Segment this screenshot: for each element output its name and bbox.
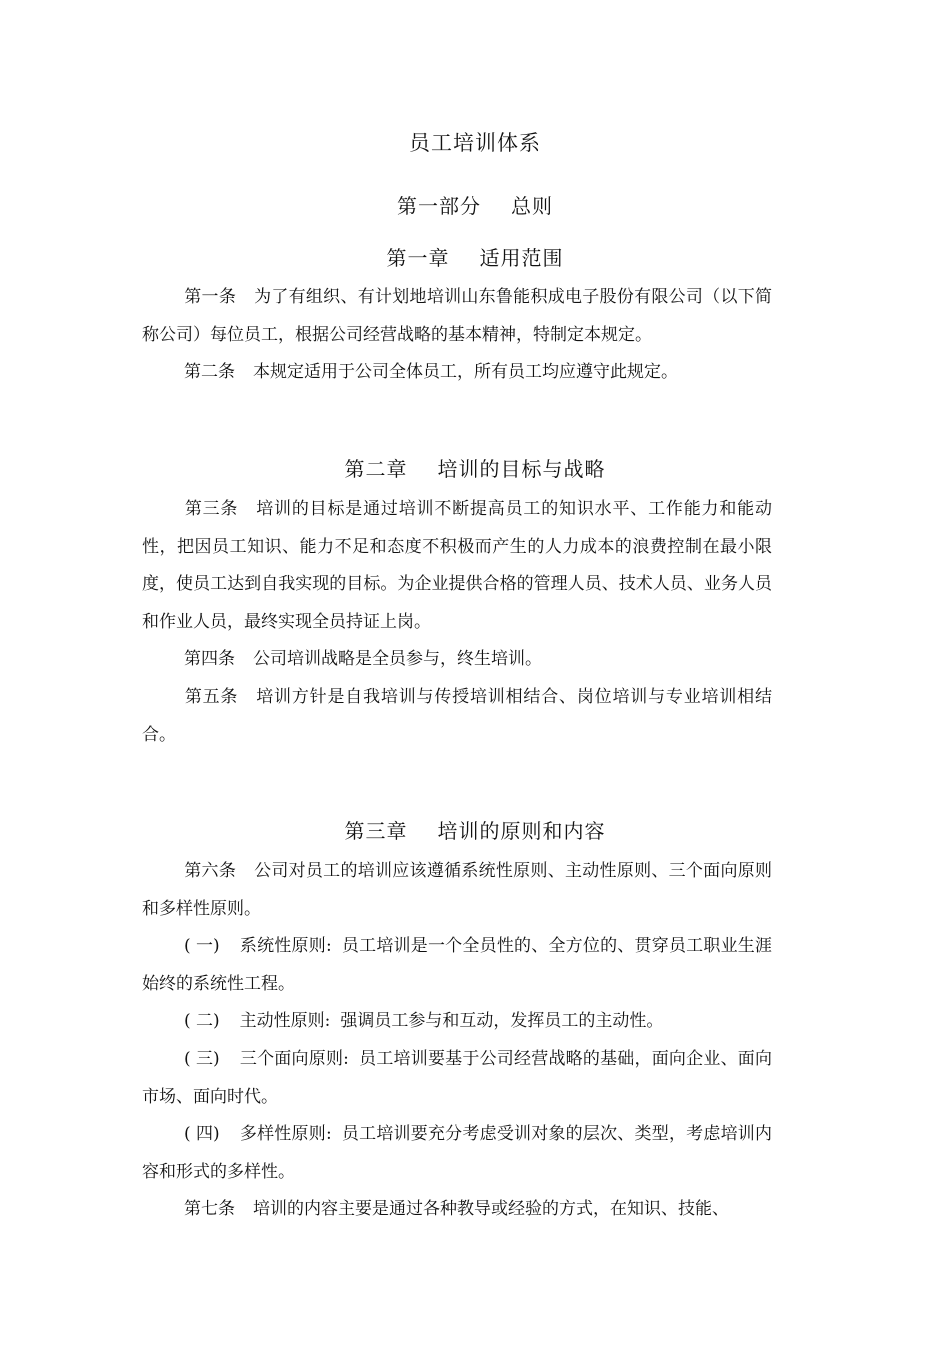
- article-tag: 第四条: [184, 649, 235, 669]
- article-paragraph: [142, 491, 772, 641]
- article-paragraph: [142, 1191, 772, 1229]
- article-text: 培训的目标是通过培训不断提高员工的知识水平、工作能力和能动性，把因员工知识、能力不足和态度不积极而产生的人力成本的浪费控制在最小限度，使员工达到自我实现的目标。为企业提供合格的管理人员、技术人员、业务人员和作业人员，最终实现全员持证上岗。: [142, 499, 772, 632]
- chapter-heading: [0, 453, 950, 482]
- part-label: 第一部分: [397, 194, 481, 218]
- item-tag: ( 三): [184, 1049, 220, 1069]
- chapter-heading: [0, 815, 950, 844]
- document-title: 员工培训体系: [409, 131, 541, 155]
- item-name: 主动性原则:: [239, 1011, 331, 1031]
- part-heading: [0, 190, 950, 219]
- item-name: 系统性原则:: [239, 936, 332, 956]
- item-text: 强调员工参与和互动，发挥员工的主动性。: [340, 1011, 664, 1031]
- article-text: 本规定适用于公司全体员工，所有员工均应遵守此规定。: [253, 362, 678, 382]
- article-tag: 第二条: [184, 362, 235, 382]
- chapter-label: 第一章: [386, 246, 450, 270]
- article-text: 公司对员工的培训应该遵循系统性原则、主动性原则、三个面向原则和多样性原则。: [142, 861, 773, 919]
- article-text: 培训的内容主要是通过各种教导或经验的方式，在知识、技能、: [253, 1199, 729, 1219]
- chapter-name: 适用范围: [479, 246, 564, 270]
- item-tag: ( 四): [184, 1124, 220, 1144]
- article-text: 培训方针是自我培训与传授培训相结合、岗位培训与专业培训相结合。: [142, 687, 772, 745]
- article-tag: 第一条: [184, 287, 237, 307]
- article-paragraph: [142, 279, 772, 354]
- principle-item: [142, 1003, 772, 1041]
- principle-item: [142, 1116, 772, 1191]
- principle-item: [142, 928, 772, 1003]
- chapter-heading: [0, 242, 950, 271]
- article-tag: 第六条: [184, 861, 237, 881]
- chapter-name: 培训的原则和内容: [437, 819, 606, 843]
- principle-item: [142, 1041, 772, 1116]
- item-text: 员工培训要基于公司经营战略的基础，面向企业、面向市场、面向时代。: [142, 1049, 772, 1107]
- article-tag: 第七条: [184, 1199, 235, 1219]
- article-paragraph: [142, 853, 772, 928]
- item-text: 员工培训要充分考虑受训对象的层次、类型，考虑培训内容和形式的多样性。: [142, 1124, 773, 1182]
- chapter-name: 培训的目标与战略: [437, 457, 606, 481]
- item-tag: ( 二): [184, 1011, 220, 1031]
- item-tag: ( 一): [184, 936, 220, 956]
- chapter-label: 第二章: [344, 457, 408, 481]
- article-text: 为了有组织、有计划地培训山东鲁能积成电子股份有限公司（以下简称公司）每位员工，根据公司经营战略的基本精神，特制定本规定。: [142, 287, 773, 345]
- chapter-label: 第三章: [344, 819, 408, 843]
- article-paragraph: [142, 641, 772, 679]
- item-name: 三个面向原则:: [239, 1049, 349, 1069]
- item-text: 员工培训是一个全员性的、全方位的、贯穿员工职业生涯始终的系统性工程。: [142, 936, 773, 994]
- article-tag: 第五条: [184, 687, 239, 707]
- article-tag: 第三条: [184, 499, 239, 519]
- article-paragraph: [142, 354, 772, 392]
- item-name: 多样性原则:: [239, 1124, 332, 1144]
- part-name: 总则: [511, 194, 553, 218]
- article-paragraph: [142, 679, 772, 754]
- article-text: 公司培训战略是全员参与，终生培训。: [253, 649, 542, 669]
